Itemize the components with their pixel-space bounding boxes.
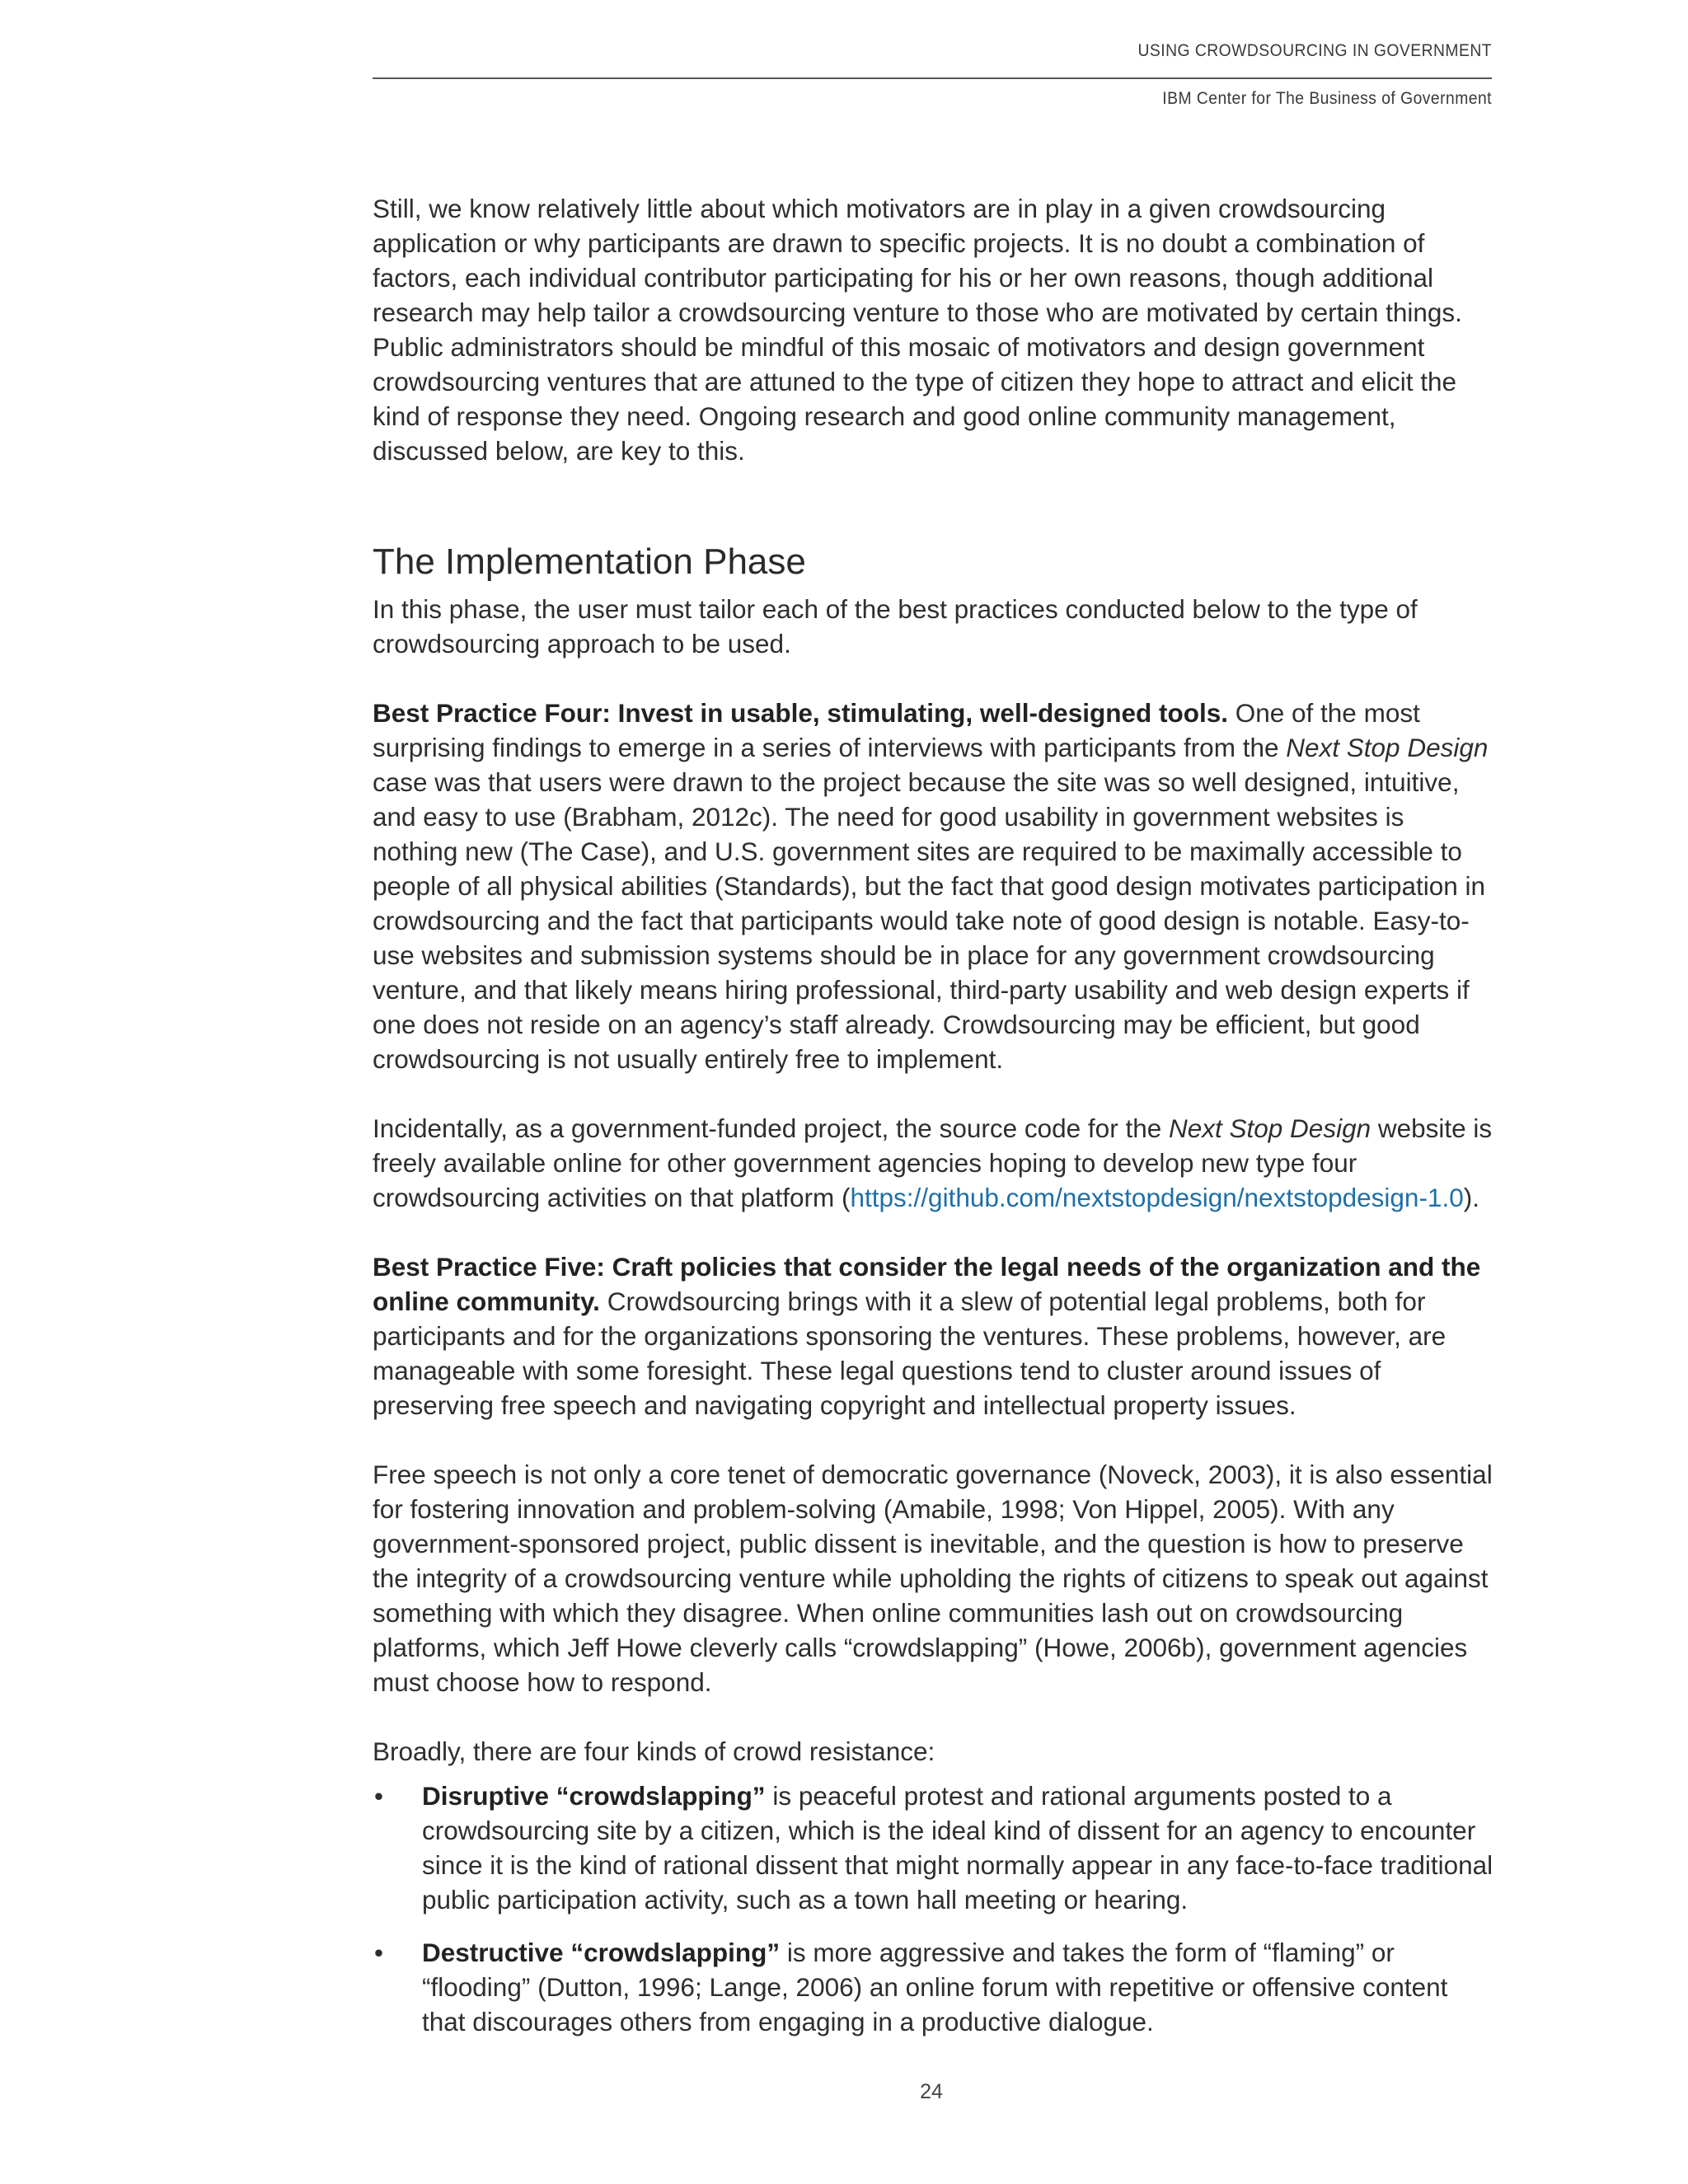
header-rule — [373, 77, 1492, 79]
best-practice-four-text-a: One of the most surprising findings to emerge in a series of interviews with participants from the — [373, 698, 1420, 762]
source-code-paragraph — [373, 1111, 1495, 1215]
project-name: Next Stop Design — [1286, 733, 1489, 762]
best-practice-five-title: Best Practice Five: Craft policies that consider the legal needs of the organization and the online community. — [373, 1252, 1481, 1316]
bullet-icon: • — [374, 1938, 384, 1967]
project-name: Next Stop Design — [1168, 1113, 1372, 1143]
resistance-list — [373, 1779, 1495, 2039]
list-item-text: is more aggressive and takes the form of “flaming” or “flooding” (Dutton, 1996; Lange, 2006) an online forum with repetitive or offensive content that discourages others from engaging in a productive dialogue. — [422, 1938, 1448, 2036]
resistance-intro: Broadly, there are four kinds of crowd resistance: — [373, 1736, 935, 1766]
bullet-icon: • — [374, 1781, 384, 1811]
section-lead-paragraph: In this phase, the user must tailor each of the best practices conducted below to the type of crowdsourcing approach to be used. — [373, 594, 1418, 658]
free-speech-paragraph: Free speech is not only a core tenet of democratic governance (Noveck, 2003), it is also essential for fostering innovation and problem-solving (Amabile, 1998; Von Hippel, 2005). With any government-sponsored project, public dissent is inevitable, and the question is how to preserve the integrity of a crowdsourcing venture while upholding the rights of citizens to speak out against something with which they disagree. When online communities lash out on crowdsourcing platforms, which Jeff Howe cleverly calls “crowdslapping” (Howe, 2006b), government agencies must choose how to respond. — [373, 1460, 1493, 1697]
source-code-text-b: website is freely available online for other government agencies hoping to develop new type four crowdsourcing activities on that platform ( — [373, 1113, 1493, 1212]
running-header-title: USING CROWDSOURCING IN GOVERNMENT — [1137, 41, 1492, 60]
best-practice-four-paragraph — [373, 696, 1495, 1076]
body-content — [373, 191, 1495, 2057]
page-number: 24 — [920, 2080, 943, 2103]
source-code-text-c: ). — [1463, 1183, 1479, 1212]
intro-paragraph: Still, we know relatively little about which motivators are in play in a given crowdsourcing application or why participants are drawn to specific projects. It is no doubt a combination of factors, each individual contributor participating for his or her own reasons, though additional research may help tailor a crowdsourcing venture to those who are motivated by certain things. Public administrators should be mindful of this mosaic of motivators and design government crowdsourcing ventures that are attuned to the type of citizen they hope to attract and elicit the kind of response they need. Ongoing research and good online community management, discussed below, are key to this. — [373, 194, 1462, 466]
best-practice-four-text-b: case was that users were drawn to the project because the site was so well designed, intuitive, and easy to use (Brabham, 2012c). The need for good usability in government websites is nothing new (The Case), and U.S. government sites are required to be maximally accessible to people of all physical abilities (Standards), but the fact that good design motivates participation in crowdsourcing and the fact that participants would take note of good design is notable. Easy-to-use websites and submission systems should be in place for any government crowdsourcing venture, and that likely means hiring professional, third-party usability and web design experts if one does not reside on an agency’s staff already. Crowdsourcing may be efficient, but good crowdsourcing is not usually entirely free to implement. — [373, 767, 1486, 1074]
list-item — [373, 1779, 1495, 1917]
running-header-center: IBM Center for The Business of Government — [1162, 89, 1492, 108]
list-item-text: is peaceful protest and rational arguments posted to a crowdsourcing site by a citizen, which is the ideal kind of dissent for an agency to encounter since it is the kind of rational dissent that might normally appear in any face-to-face traditional public participation activity, such as a town hall meeting or hearing. — [422, 1781, 1493, 1915]
list-item-term: Disruptive “crowdslapping” — [422, 1781, 766, 1811]
github-link[interactable]: https://github.com/nextstopdesign/nextstopdesign-1.0 — [850, 1183, 1464, 1212]
list-item — [373, 1935, 1495, 2039]
source-code-text-a: Incidentally, as a government-funded project, the source code for the — [373, 1113, 1169, 1143]
list-item-term: Destructive “crowdslapping” — [422, 1938, 781, 1967]
best-practice-five-paragraph — [373, 1249, 1495, 1422]
section-heading: The Implementation Phase — [373, 541, 806, 582]
best-practice-five-text: Crowdsourcing brings with it a slew of potential legal problems, both for participants and for the organizations sponsoring the ventures. These problems, however, are manageable with some foresight. These legal questions tend to cluster around issues of preserving free speech and navigating copyright and intellectual property issues. — [373, 1286, 1447, 1420]
best-practice-four-title: Best Practice Four: Invest in usable, stimulating, well-designed tools. — [373, 698, 1228, 728]
